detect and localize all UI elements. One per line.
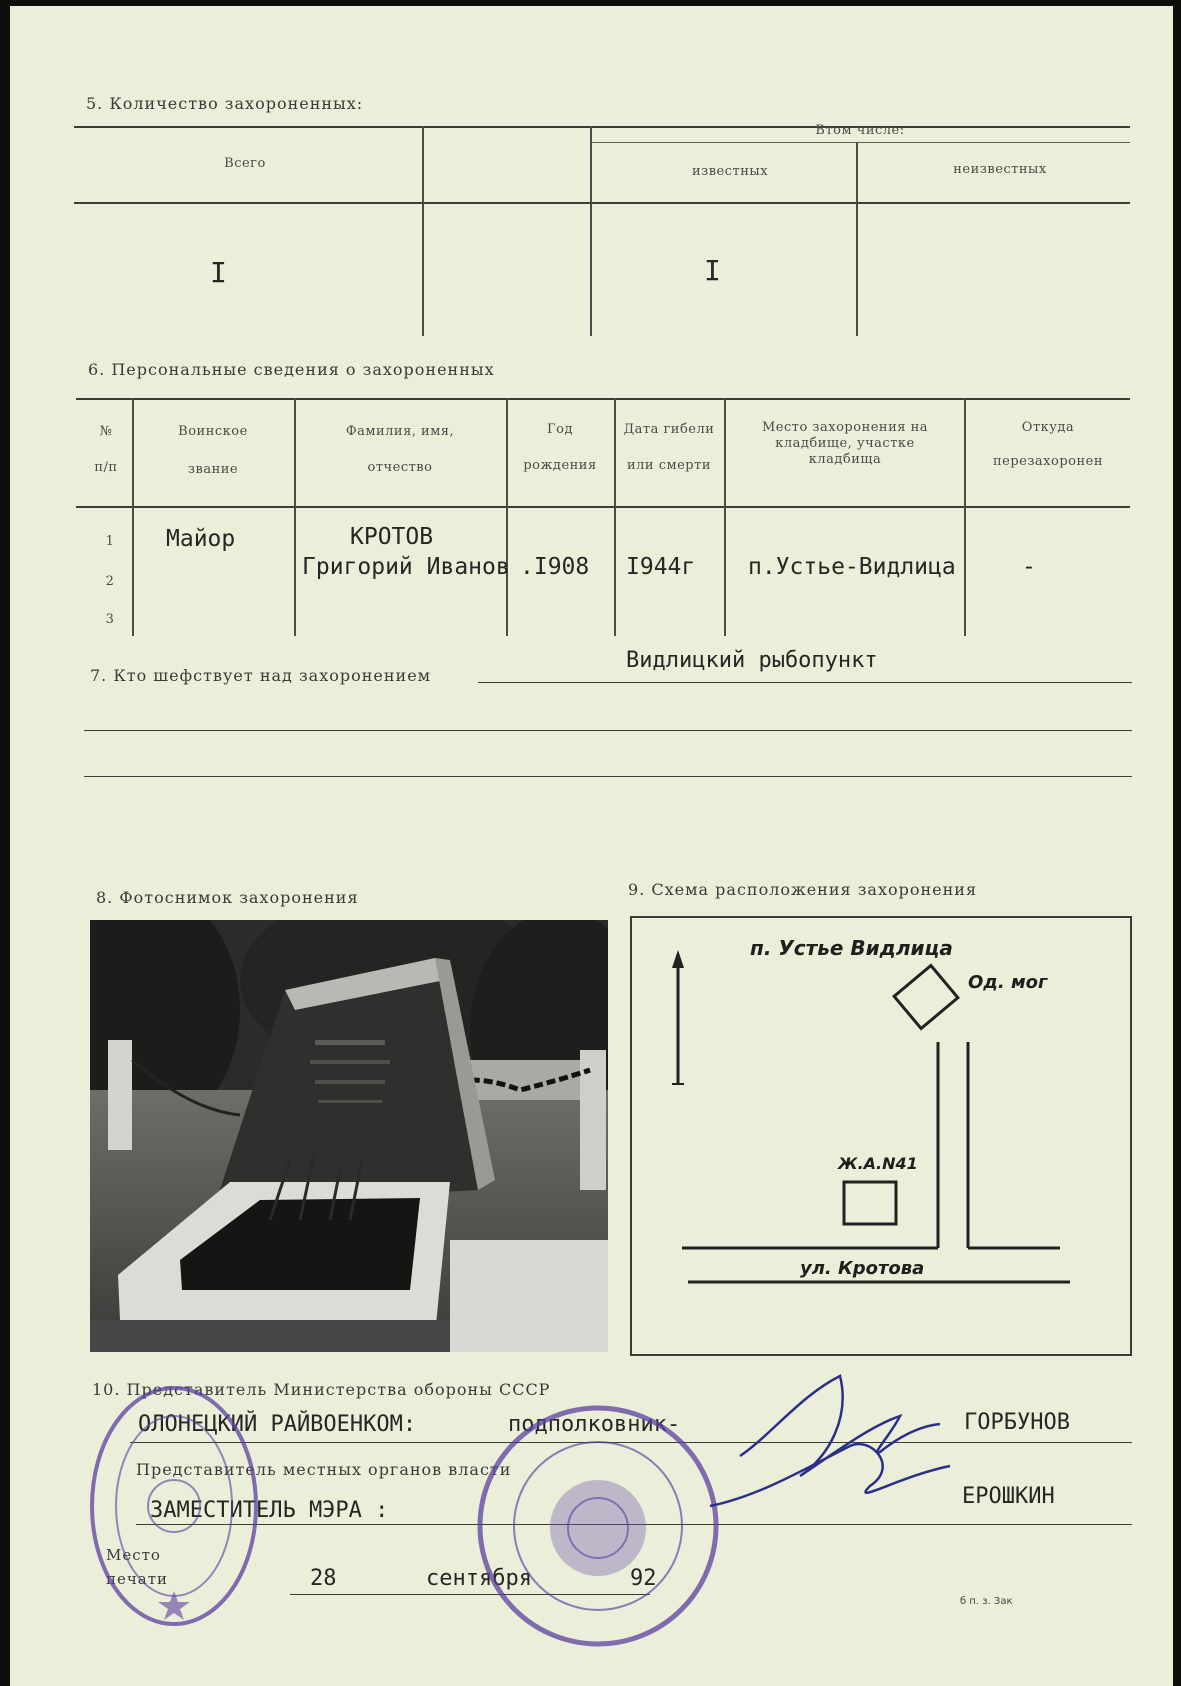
seal-place-label: Место [106, 1546, 161, 1564]
header-rank2: звание [187, 462, 239, 477]
military-stamp [84, 1386, 264, 1646]
mod-rank: подполковник- [508, 1412, 681, 1437]
patron-rule [478, 682, 1132, 683]
table5-mid-rule [74, 202, 1130, 204]
record-death-date: I944г [626, 554, 696, 580]
mod-organization: ОЛОНЕЦКИЙ РАЙВОЕНКОМ: [138, 1412, 417, 1437]
record-burial-place: п.Устье-Видлица [748, 554, 956, 580]
table5-vline [422, 126, 424, 336]
header-name2: отчество [367, 460, 433, 475]
header-death2: или смерти [627, 458, 711, 473]
record-reburied-from: - [1022, 554, 1036, 580]
section7-title: 7. Кто шефствует над захоронением [90, 666, 432, 685]
row-number-1: 1 [105, 534, 115, 549]
col-total-header: Всего [224, 156, 266, 171]
executive-committee-stamp [468, 1386, 728, 1666]
col-including-header: Втом числе: [815, 123, 905, 138]
table6-vline [506, 398, 508, 636]
scheme-grave-label: Од. мог [968, 972, 1048, 993]
print-code: б п. з. Зак [960, 1596, 1013, 1607]
blank-rule [84, 730, 1132, 731]
header-rank: Воинское [178, 424, 248, 439]
record-rank: Майор [166, 526, 236, 552]
date-month: сентября [426, 1566, 532, 1591]
header-year2: рождения [523, 458, 597, 473]
local-post: ЗАМЕСТИТЕЛЬ МЭРА : [150, 1498, 389, 1523]
scheme-house-label: Ж.А.N41 [838, 1154, 918, 1173]
mod-name: ГОРБУНОВ [964, 1410, 1070, 1435]
table6-vline [724, 398, 726, 636]
record-birth-year: .I908 [520, 554, 590, 580]
table6-vline [964, 398, 966, 636]
table5-vline [856, 142, 858, 336]
table6-mid-rule [76, 506, 1130, 508]
local-name: ЕРОШКИН [962, 1484, 1055, 1509]
header-death: Дата гибели [623, 422, 715, 437]
header-from2: перезахоронен [992, 454, 1104, 469]
document-page [10, 6, 1173, 1686]
record-given-name: Григорий Иванов [302, 554, 510, 580]
header-place: Место захоронения на кладбище, участке кладбища [761, 420, 929, 467]
header-from: Откуда [1021, 420, 1075, 435]
table6-vline [614, 398, 616, 636]
date-year: 92 [630, 1566, 657, 1591]
section6-title: 6. Персональные сведения о захороненных [88, 360, 495, 379]
known-value: I [704, 254, 721, 287]
row-number-3: 3 [105, 612, 115, 627]
grave-photo [90, 920, 608, 1352]
section9-title: 9. Схема расположения захоронения [628, 880, 978, 899]
table6-vline [132, 398, 134, 636]
scheme-street-label: ул. Кротова [800, 1258, 925, 1279]
table5-top-rule [74, 126, 1130, 128]
patron-value: Видлицкий рыбопункт [626, 648, 878, 673]
section10-title: 10. Представитель Министерства обороны СССР [92, 1380, 551, 1399]
table6-top-rule [76, 398, 1130, 400]
col-known-header: известных [691, 164, 769, 179]
col-unknown-header: неизвестных [953, 162, 1047, 177]
blank-rule [84, 776, 1132, 777]
row-number-2: 2 [105, 574, 115, 589]
location-scheme [630, 916, 1132, 1356]
date-day: 28 [310, 1566, 337, 1591]
seal-place-label-2: печати [106, 1570, 169, 1588]
local-authority-title: Представитель местных органов власти [136, 1460, 512, 1479]
header-name: Фамилия, имя, [345, 424, 455, 439]
table6-vline [294, 398, 296, 636]
header-num2: п/п [94, 460, 118, 475]
header-year: Год [547, 422, 573, 437]
total-value: I [210, 256, 227, 289]
scheme-village-label: п. Устье Видлица [750, 936, 953, 960]
table5-sub-rule [592, 142, 1130, 143]
table5-vline [590, 126, 592, 336]
record-surname: КРОТОВ [350, 524, 434, 550]
signature-gorbunov [700, 1356, 960, 1536]
section5-title: 5. Количество захороненных: [86, 94, 364, 113]
header-num: № [99, 424, 113, 439]
section8-title: 8. Фотоснимок захоронения [96, 888, 359, 907]
